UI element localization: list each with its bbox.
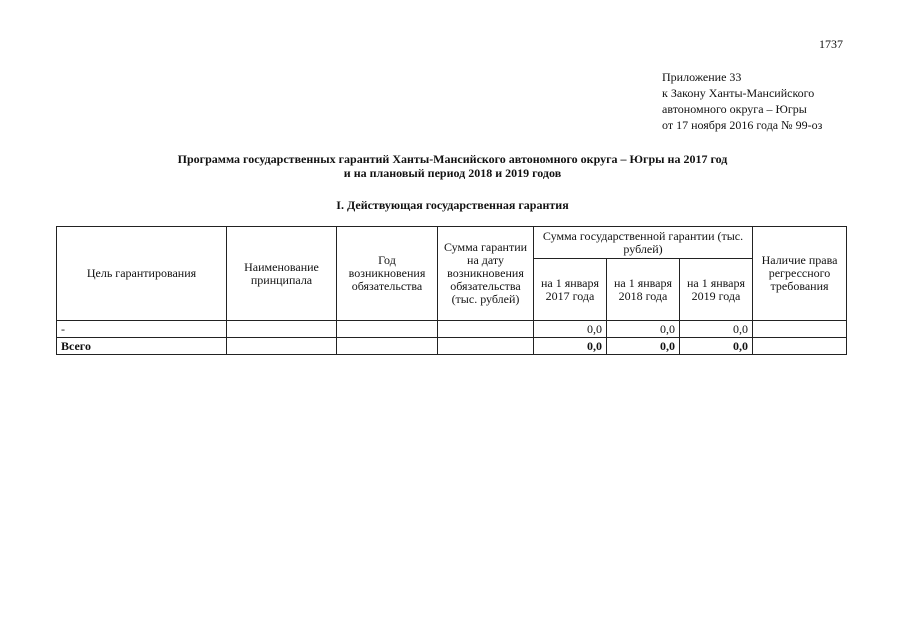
cell-year bbox=[337, 321, 438, 338]
total-empty-cell bbox=[227, 338, 337, 355]
cell-value-2019: 0,0 bbox=[680, 321, 753, 338]
table-row bbox=[57, 321, 847, 338]
cell-purpose: - bbox=[57, 321, 227, 338]
page-number: 1737 bbox=[819, 37, 843, 51]
appendix-line: к Закону Ханты-Мансийского bbox=[662, 86, 815, 100]
cell-value-2017: 0,0 bbox=[534, 321, 607, 338]
appendix-line: автономного округа – Югры bbox=[662, 102, 807, 116]
cell-value-2018: 0,0 bbox=[607, 321, 680, 338]
document-title-line: Программа государственных гарантий Ханты-Мансийского автономного округа – Югры на 2017 год bbox=[177, 152, 728, 166]
total-label: Всего bbox=[57, 338, 227, 355]
appendix-line: от 17 ноября 2016 года № 99-оз bbox=[662, 118, 823, 132]
header-purpose: Цель гарантирования bbox=[57, 227, 227, 321]
section-title: I. Действующая государственная гарантия bbox=[336, 198, 569, 212]
appendix-note bbox=[662, 69, 822, 133]
total-empty-cell bbox=[337, 338, 438, 355]
header-guarantee-sum: Сумма государственной гарантии (тыс. рублей) bbox=[534, 227, 753, 259]
total-empty-cell bbox=[753, 338, 847, 355]
total-value-2019: 0,0 bbox=[680, 338, 753, 355]
header-year: Год возникновения обязательства bbox=[337, 227, 438, 321]
header-principal: Наименование принципала bbox=[227, 227, 337, 321]
header-regress-right: Наличие права регрессного требования bbox=[753, 227, 847, 321]
cell-amount-at-origin bbox=[438, 321, 534, 338]
header-date-2019: на 1 января 2019 года bbox=[680, 259, 753, 321]
document-title-line: и на плановый период 2018 и 2019 годов bbox=[343, 166, 562, 180]
header-date-2018: на 1 января 2018 года bbox=[607, 259, 680, 321]
header-amount-at-origin: Сумма гарантии на дату возникновения обязательства (тыс. рублей) bbox=[438, 227, 534, 321]
total-value-2018: 0,0 bbox=[607, 338, 680, 355]
appendix-line: Приложение 33 bbox=[662, 70, 742, 84]
table-total-row bbox=[57, 338, 847, 355]
cell-principal bbox=[227, 321, 337, 338]
cell-regress-right bbox=[753, 321, 847, 338]
total-empty-cell bbox=[438, 338, 534, 355]
header-date-2017: на 1 января 2017 года bbox=[534, 259, 607, 321]
document-title bbox=[0, 152, 905, 180]
guarantees-table bbox=[56, 226, 847, 355]
total-value-2017: 0,0 bbox=[534, 338, 607, 355]
